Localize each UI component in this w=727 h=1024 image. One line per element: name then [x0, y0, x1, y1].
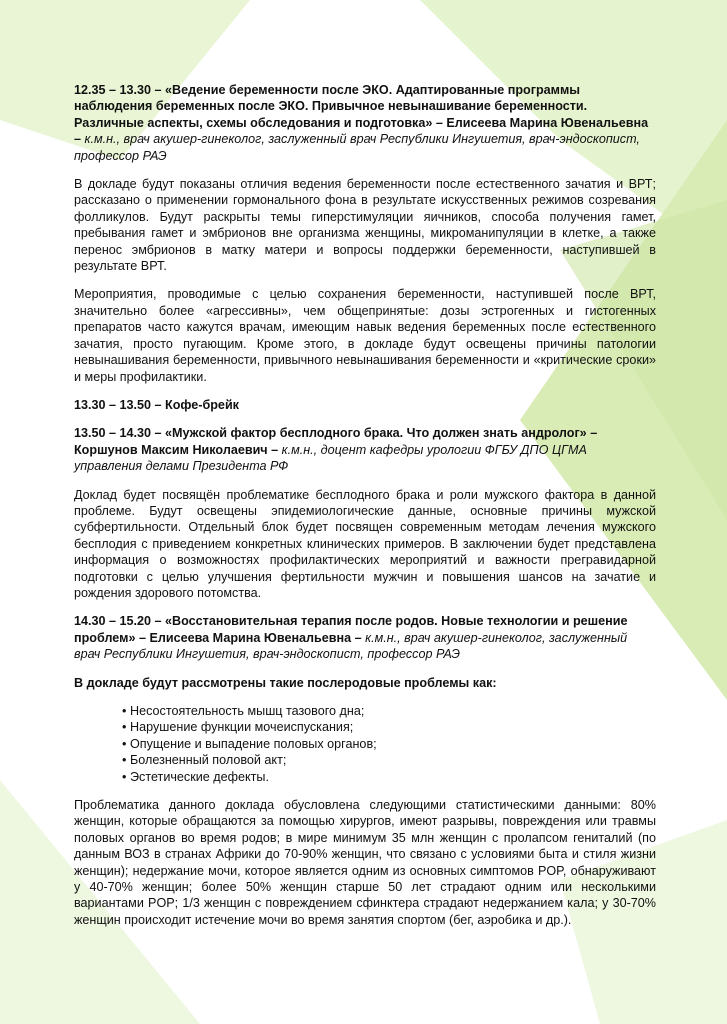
session-3-intro-text: В докладе будут рассмотрены такие послеродовые проблемы как:: [74, 675, 497, 690]
session-3-header: [74, 613, 656, 662]
list-item-text: Болезненный половой акт;: [130, 753, 287, 768]
session-1-speaker-credentials: к.м.н., врач акушер-гинеколог, заслуженный врач Республики Ингушетия, врач-эндоскопист, профессор РАЭ: [74, 132, 640, 163]
list-item-text: Несостоятельность мышц тазового дна;: [130, 704, 365, 718]
program-page: [74, 82, 656, 940]
postpartum-problems-list: [74, 703, 656, 785]
session-3-speaker-credentials: к.м.н., врач акушер-гинеколог, заслуженный врач Республики Ингушетия, врач-эндоскопист, профессор РАЭ: [74, 630, 628, 662]
bullet-icon: •: [122, 736, 127, 751]
session-2-paragraph-1: Доклад будет посвящён проблематике бесплодного брака и роли мужского фактора в данной проблеме. Будут освещены эпидемиологические данные, основные причины мужской субфертильности. Отдельный блок будет посвящен современным методам лечения мужского бесплодия с приведением конкретных клинических примеров. В заключении будет представлена информация о возможностях профилактических мероприятий и важности прегравидарной подготовки с целью улучшения фертильности мужчин и повышения шансов на зачатие и рождения здорового потомства.: [74, 487, 656, 600]
list-item: [122, 769, 656, 785]
session-2-title: 13.50 – 14.30 – «Мужской фактор бесплодного брака. Что должен знать андролог» – Коршунов Максим Николаевич –: [74, 426, 598, 457]
bullet-icon: •: [122, 753, 127, 768]
list-item-text: Опущение и выпадение половых органов;: [130, 736, 377, 751]
session-2-speaker-credentials: к.м.н., доцент кафедры урологии ФГБУ ДПО ЦГМА управления делами Президента РФ: [74, 442, 587, 474]
session-1-header: [74, 82, 656, 164]
session-1-paragraph-1: В докладе будут показаны отличия ведения беременности после естественного зачатия и ВРТ; рассказано о применении гормонального фона в результате искусственных режимов созревания фолликулов. Будут раскрыты темы гиперстимуляции яичников, способа получения гамет, пребывания гамет и эмбрионов вне организма женщины, микроманипуляции в клетке, а также перенос эмбрионов в матку матери и вопросы поддержки беременности, наступившей в результате ВРТ.: [74, 177, 656, 274]
list-item: [122, 736, 656, 752]
session-3-paragraph-1: Проблематика данного доклада обусловлена следующими статистическими данными: 80% женщин, которые обращаются за помощью хирургов, имеют разрывы, повреждения или травмы половых органов во время родов; в мире минимум 35 млн женщин с пролапсом гениталий (по данным ВОЗ в странах Африки до 70-90% женщин, что связано с условиями быта и стиля жизни женщин); недержание мочи, которое является одним из основных симптомов POP, обнаруживают у 40-70% женщин; более 50% женщин старше 50 лет страдают одним или несколькими вариантами POP; 1/3 женщин с повреждением сфинктера страдают недержанием кала; у 30-70% женщин происходит истечение мочи во время занятия спортом (бег, аэробика и др.).: [74, 798, 656, 927]
session-3-title: 14.30 – 15.20 – «Восстановительная терапия после родов. Новые технологии и решение проблем» – Елисеева Марина Ювенальевна –: [74, 614, 628, 645]
list-item-text: Нарушение функции мочеиспускания;: [130, 720, 354, 735]
session-2-header: [74, 425, 656, 474]
list-item: [122, 703, 656, 719]
list-item: [122, 719, 656, 735]
list-item-text: Эстетические дефекты.: [130, 769, 269, 784]
session-1-title: 12.35 – 13.30 – «Ведение беременности после ЭКО. Адаптированные программы наблюдения беременных после ЭКО. Привычное невынашивание беременности. Различные аспекты, схемы обследования и подготовка» – Елисеева Марина Ювенальевна –: [74, 83, 649, 147]
coffee-break-label: 13.30 – 13.50 – Кофе-брейк: [74, 397, 239, 412]
session-3-intro: [74, 675, 656, 691]
bullet-icon: •: [122, 769, 127, 784]
list-item: [122, 752, 656, 768]
session-1-paragraph-2: Мероприятия, проводимые с целью сохранения беременности, наступившей после ВРТ, значительно более «агрессивны», чем общепринятые: дозы эстрогенных и гистогенных препаратов часто кажутся врачам, имеющим навык ведения беременных после естественного зачатия, просто пугающим. Кроме этого, в докладе будут освещены причины патологии невынашивания беременности, привычного невынашивания беременности и «критические сроки» и меры профилактики.: [74, 287, 656, 384]
bullet-icon: •: [122, 720, 127, 735]
bullet-icon: •: [122, 704, 127, 718]
coffee-break: [74, 397, 656, 413]
